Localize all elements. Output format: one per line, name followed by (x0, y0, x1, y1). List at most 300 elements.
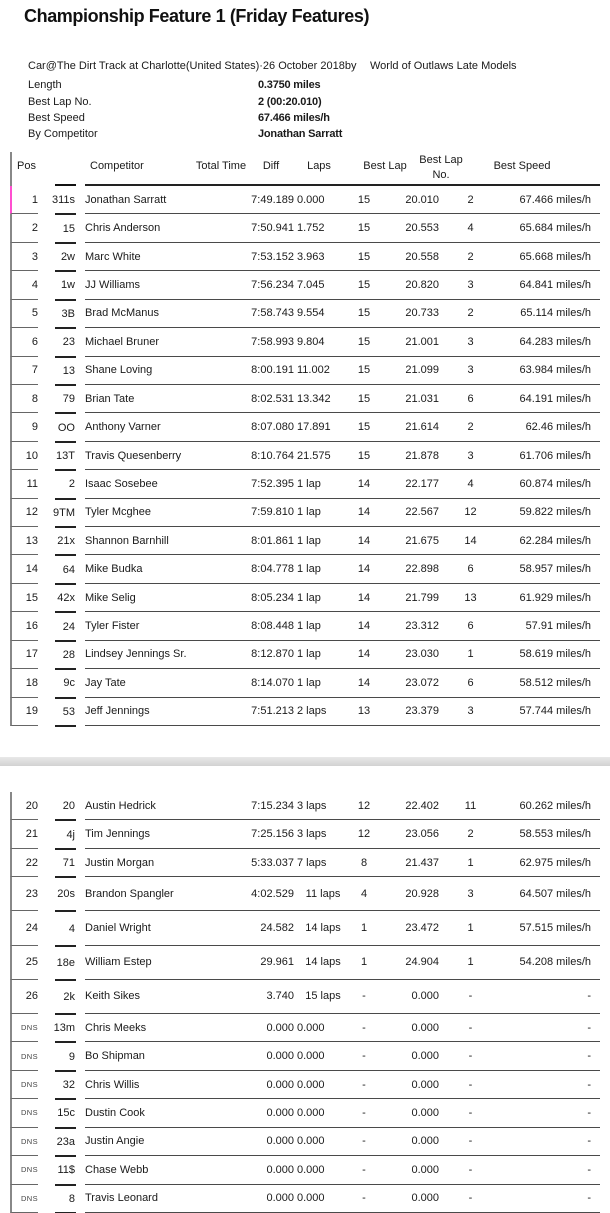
table-header (0, 150, 610, 186)
total-time: 8:01.861 (251, 534, 294, 547)
car-number: 2 (68, 478, 75, 491)
car-number-rule (55, 725, 76, 727)
car-number: 23a (56, 1135, 75, 1148)
competitor-name: Shane Loving (85, 364, 153, 377)
result-row (0, 470, 610, 498)
best-speed: 63.984 miles/h (519, 364, 591, 377)
laps: 15 (357, 222, 371, 235)
competitor-name: Travis Leonard (85, 1192, 158, 1205)
best-speed: 58.957 miles/h (519, 563, 591, 576)
table-left-rule (10, 152, 12, 186)
laps: - (362, 990, 366, 1003)
row-data (85, 527, 600, 555)
row-data (85, 555, 600, 583)
meta-value: Jonathan Sarratt (258, 128, 343, 141)
event-venue-date: Car@The Dirt Track at Charlotte(United States)·26 October 2018by (28, 60, 357, 72)
row-data (85, 641, 600, 669)
car-number: OO (57, 421, 75, 434)
best-speed: 65.684 miles/h (519, 222, 591, 235)
total-time: 8:12.870 (251, 648, 294, 661)
result-row (0, 584, 610, 612)
diff: 0.000 (297, 1021, 325, 1034)
competitor-name: Tim Jennings (85, 828, 151, 841)
result-row (0, 1099, 610, 1127)
competitor-name: Travis Quesenberry (85, 449, 182, 462)
best-speed: 61.929 miles/h (519, 591, 591, 604)
best-lap: 20.010 (405, 193, 439, 206)
best-speed: - (587, 990, 591, 1003)
best-lap-no: 12 (464, 506, 477, 519)
laps: 15 (357, 364, 371, 377)
laps: 14 (357, 534, 371, 547)
row-data (85, 911, 600, 945)
best-lap: 0.000 (411, 1050, 439, 1063)
best-lap: 24.904 (405, 956, 439, 969)
pos-cell: 10 (10, 442, 38, 470)
competitor-name: Bo Shipman (85, 1050, 145, 1063)
meta-row-best-speed (28, 110, 342, 126)
laps: 15 (357, 421, 371, 434)
laps: - (362, 1192, 366, 1205)
competitor-name: Austin Hedrick (85, 799, 156, 812)
pos-cell: 6 (10, 328, 38, 356)
best-lap: 23.379 (405, 705, 439, 718)
diff: 3 laps (297, 799, 327, 812)
competitor-name: William Estep (85, 956, 152, 969)
best-lap-no: 2 (467, 193, 474, 206)
competitor-name: Keith Sikes (85, 990, 141, 1003)
best-lap-no: 1 (467, 648, 474, 661)
competitor-name: Justin Morgan (85, 856, 155, 869)
result-row (0, 641, 610, 669)
diff: 14 laps (305, 956, 341, 969)
diff: 1 lap (297, 506, 321, 519)
car-number: 28 (62, 648, 75, 661)
diff: 0.000 (297, 1163, 325, 1176)
diff: 3.963 (297, 250, 325, 263)
best-speed: - (587, 1192, 591, 1205)
diff: 0.000 (297, 1106, 325, 1119)
col-header-diff: Diff (262, 160, 280, 172)
diff: 14 laps (305, 922, 341, 934)
car-number: 53 (62, 705, 75, 718)
competitor-name: Michael Bruner (85, 335, 159, 348)
competitor-name: Jay Tate (85, 676, 126, 689)
total-time: 8:10.764 (251, 449, 294, 462)
pos-cell: 7 (10, 357, 38, 385)
best-lap-no: 2 (467, 250, 474, 263)
car-number: 1w (60, 279, 75, 292)
laps: 15 (357, 449, 371, 462)
meta-label: Best Lap No. (28, 95, 92, 108)
best-speed: 57.91 miles/h (525, 620, 591, 633)
best-lap-no: 4 (467, 477, 474, 490)
car-number: 23 (62, 336, 75, 349)
best-lap: 21.675 (405, 534, 439, 547)
meta-value: 0.3750 miles (258, 79, 321, 92)
laps: 15 (357, 307, 371, 320)
best-speed: 62.284 miles/h (519, 534, 591, 547)
pos-cell: DNS (10, 1071, 38, 1099)
best-speed: 54.208 miles/h (519, 956, 591, 969)
best-lap: 21.878 (405, 449, 439, 462)
result-row (0, 980, 610, 1014)
meta-label: By Competitor (28, 128, 98, 141)
total-time: 8:04.778 (251, 563, 294, 576)
pos-cell: 13 (10, 527, 38, 555)
row-data (85, 1071, 600, 1099)
best-speed: 65.114 miles/h (520, 307, 591, 320)
total-time: 8:00.191 (251, 364, 294, 377)
best-lap-no: 3 (467, 449, 474, 462)
result-row (0, 792, 610, 820)
laps: - (362, 1106, 366, 1119)
best-lap: 22.567 (405, 506, 439, 519)
pos-cell: 12 (10, 499, 38, 527)
car-number: 9 (68, 1050, 75, 1063)
best-lap-no: 13 (464, 591, 477, 604)
car-number: 9c (63, 677, 75, 690)
diff: 0.000 (297, 1050, 325, 1063)
best-lap: 0.000 (411, 1021, 439, 1034)
total-time: 7:52.395 (251, 477, 294, 490)
best-lap-no: 3 (467, 887, 474, 900)
best-lap-no: 4 (467, 222, 474, 235)
best-speed: 58.619 miles/h (519, 648, 591, 661)
laps: - (362, 1078, 366, 1091)
event-meta (28, 77, 342, 143)
car-number: 64 (62, 563, 75, 576)
laps: 12 (357, 799, 371, 812)
best-lap: 20.820 (405, 278, 439, 291)
best-speed: - (587, 1021, 591, 1034)
best-speed: 64.191 miles/h (519, 392, 591, 405)
competitor-name: Shannon Barnhill (85, 534, 169, 547)
meta-value: 67.466 miles/h (258, 111, 330, 124)
total-time: 24.582 (260, 922, 294, 935)
row-data (85, 328, 600, 356)
row-data (85, 877, 600, 911)
best-speed: 67.466 miles/h (519, 193, 591, 206)
car-number: 20s (57, 888, 75, 901)
car-number: 18e (56, 956, 75, 969)
competitor-name: Jonathan Sarratt (85, 193, 167, 206)
laps: 14 (357, 506, 371, 519)
diff: 11.002 (297, 364, 330, 377)
best-speed: 64.283 miles/h (519, 335, 591, 348)
col-header-best-speed: Best Speed (493, 160, 551, 172)
best-lap-no: 14 (464, 534, 477, 547)
laps: 8 (360, 856, 368, 869)
best-speed: 64.507 miles/h (519, 887, 591, 900)
row-data (85, 470, 600, 498)
best-lap-no: 3 (467, 335, 474, 348)
row-data (85, 271, 600, 299)
best-lap: 22.402 (405, 799, 439, 812)
best-speed: 59.822 miles/h (519, 506, 591, 519)
best-lap: 21.099 (405, 364, 439, 377)
diff: 0.000 (297, 1078, 325, 1091)
competitor-name: Lindsey Jennings Sr. (85, 648, 187, 661)
best-lap: 21.031 (405, 392, 439, 405)
diff: 9.554 (297, 307, 325, 320)
result-row (0, 820, 610, 848)
laps: 14 (357, 591, 371, 604)
best-lap-no: - (468, 1163, 473, 1176)
best-lap-no: - (468, 1106, 473, 1119)
result-row (0, 214, 610, 242)
car-number: 15 (62, 222, 75, 235)
row-data (85, 499, 600, 527)
best-lap: 23.056 (405, 828, 439, 841)
car-number: 71 (62, 857, 75, 870)
best-lap-no: 3 (467, 364, 474, 377)
car-number: 24 (62, 620, 75, 633)
laps: 15 (357, 250, 371, 263)
result-row (0, 271, 610, 299)
laps: - (362, 1135, 366, 1148)
laps: 1 (360, 956, 368, 969)
diff: 1 lap (297, 620, 321, 633)
competitor-name: Marc White (85, 250, 141, 263)
competitor-name: Tyler Mcghee (85, 506, 152, 519)
col-header-best-lap: Best Lap (363, 160, 407, 172)
best-speed: 64.841 miles/h (519, 278, 591, 291)
row-data (85, 357, 600, 385)
best-speed: - (587, 1106, 591, 1119)
best-lap-no: 3 (467, 705, 474, 718)
competitor-name: Jeff Jennings (85, 705, 150, 718)
best-speed: - (587, 1163, 591, 1176)
diff: 1 lap (297, 676, 321, 689)
pos-cell: DNS (10, 1128, 38, 1156)
best-lap-no: 11 (464, 799, 477, 812)
row-data (85, 849, 600, 877)
laps: - (362, 1163, 366, 1176)
best-lap: 23.472 (405, 922, 439, 935)
car-number: 9TM (53, 506, 75, 519)
competitor-name: Isaac Sosebee (85, 477, 158, 490)
competitor-name: Mike Selig (85, 591, 136, 604)
row-data (85, 413, 600, 441)
diff: 1 lap (297, 477, 321, 490)
laps: 15 (357, 278, 371, 291)
pos-cell: DNS (10, 1099, 38, 1127)
row-data (85, 442, 600, 470)
result-row (0, 243, 610, 271)
pos-cell: 11 (10, 470, 38, 498)
competitor-name: Chris Willis (85, 1078, 140, 1091)
best-speed: 62.46 miles/h (525, 421, 591, 434)
diff: 1 lap (297, 648, 321, 661)
row-data (85, 820, 600, 848)
car-number: 32 (62, 1079, 75, 1092)
pos-cell: 21 (10, 820, 38, 848)
best-speed: 58.553 miles/h (519, 828, 591, 841)
meta-row-length (28, 77, 342, 93)
best-lap-no: 6 (467, 392, 474, 405)
pos-cell: 5 (10, 300, 38, 328)
results-section-1 (0, 186, 610, 726)
car-number: 311s (51, 194, 75, 207)
best-speed: 61.706 miles/h (519, 449, 591, 462)
row-data (85, 1014, 600, 1042)
diff: 21.575 (297, 449, 331, 462)
page-break-band (0, 757, 610, 766)
result-row (0, 612, 610, 640)
car-number: 4j (66, 828, 75, 841)
best-lap: 21.614 (405, 421, 439, 434)
best-lap: 20.553 (405, 222, 439, 235)
pos-cell: 26 (10, 980, 38, 1014)
result-row (0, 946, 610, 980)
competitor-name: Brad McManus (85, 307, 159, 320)
row-data (85, 300, 600, 328)
competitor-name: JJ Williams (85, 278, 140, 291)
car-number: 21x (57, 535, 75, 548)
row-data (85, 669, 600, 697)
pos-cell: 8 (10, 385, 38, 413)
diff: 1 lap (297, 591, 321, 604)
total-time: 7:58.993 (251, 335, 294, 348)
diff: 17.891 (297, 421, 331, 434)
best-lap-no: 2 (467, 828, 474, 841)
best-lap-no: 3 (467, 278, 474, 291)
competitor-name: Chris Meeks (85, 1021, 147, 1034)
total-time: 7:50.941 (251, 222, 294, 235)
result-row (0, 385, 610, 413)
diff: 7.045 (297, 278, 325, 291)
diff: 9.804 (297, 335, 325, 348)
results-section-2 (0, 792, 610, 1213)
best-lap: 20.928 (405, 887, 439, 900)
car-number: 11$ (57, 1164, 75, 1177)
best-lap-no: 1 (467, 956, 474, 969)
col-header-total-time: Total Time (195, 160, 247, 172)
pos-cell: 9 (10, 413, 38, 441)
result-row (0, 669, 610, 697)
best-speed: 57.515 miles/h (519, 922, 591, 935)
pos-cell: 23 (10, 877, 38, 911)
diff: 1 lap (297, 534, 321, 547)
car-number: 2w (60, 251, 75, 264)
best-lap: 21.001 (405, 335, 439, 348)
result-row (0, 698, 610, 726)
pos-cell: 4 (10, 271, 38, 299)
result-row (0, 877, 610, 911)
best-lap: 20.558 (405, 250, 439, 263)
total-time: 0.000 (266, 1135, 294, 1148)
best-lap-no: 6 (467, 676, 474, 689)
laps: 1 (360, 922, 368, 935)
competitor-name: Brandon Spangler (85, 887, 174, 900)
col-header-competitor: Competitor (90, 160, 144, 172)
result-row (0, 499, 610, 527)
row-data (85, 612, 600, 640)
car-number: 13m (53, 1022, 75, 1035)
total-time: 4:02.529 (251, 887, 294, 900)
best-lap: 22.898 (405, 563, 439, 576)
result-row (0, 1185, 610, 1213)
result-row (0, 1014, 610, 1042)
pos-cell: 22 (10, 849, 38, 877)
total-time: 7:51.213 (251, 705, 294, 718)
pos-cell: 24 (10, 911, 38, 945)
best-lap: 0.000 (411, 1192, 439, 1205)
laps: 15 (357, 335, 371, 348)
result-row (0, 1071, 610, 1099)
result-row (0, 413, 610, 441)
total-time: 0.000 (266, 1106, 294, 1119)
best-lap: 20.733 (405, 307, 439, 320)
meta-value: 2 (00:20.010) (258, 95, 322, 108)
total-time: 0.000 (266, 1050, 294, 1063)
result-row (0, 1128, 610, 1156)
col-header-laps: Laps (307, 160, 331, 172)
pos-cell: 20 (10, 792, 38, 820)
total-time: 29.961 (260, 956, 294, 969)
result-row (0, 300, 610, 328)
car-number: 8 (68, 1192, 75, 1205)
total-time: 7:58.743 (251, 307, 294, 320)
meta-row-by-competitor (28, 126, 342, 142)
diff: 2 laps (297, 705, 327, 718)
result-row (0, 555, 610, 583)
best-speed: 57.744 miles/h (519, 705, 591, 718)
result-row (0, 911, 610, 945)
diff: 13.342 (297, 392, 331, 405)
laps: 14 (357, 620, 371, 633)
result-row (0, 357, 610, 385)
row-data (85, 584, 600, 612)
total-time: 0.000 (266, 1021, 294, 1034)
best-lap: 23.072 (405, 676, 439, 689)
pos-cell: 2 (10, 214, 38, 242)
diff: 11 laps (305, 887, 341, 900)
car-number: 42x (57, 592, 75, 605)
total-time: 8:05.234 (251, 591, 294, 604)
diff: 1 lap (297, 563, 321, 576)
row-data (85, 1099, 600, 1127)
diff: 15 laps (305, 990, 341, 1003)
pos-cell: DNS (10, 1042, 38, 1070)
meta-label: Length (28, 79, 62, 92)
total-time: 0.000 (266, 1078, 294, 1091)
row-data (85, 385, 600, 413)
laps: 14 (357, 477, 371, 490)
laps: 12 (357, 828, 371, 841)
laps: 14 (357, 563, 371, 576)
car-number: 13 (62, 364, 75, 377)
diff: 0.000 (297, 193, 325, 206)
result-row (0, 527, 610, 555)
best-lap-no: 1 (467, 922, 474, 935)
car-number: 20 (62, 800, 75, 813)
total-time: 0.000 (266, 1192, 294, 1205)
best-speed: - (587, 1078, 591, 1091)
row-data (85, 698, 600, 726)
pos-cell: 14 (10, 555, 38, 583)
laps: 13 (357, 705, 371, 718)
car-number: 13T (56, 450, 75, 462)
best-lap-no: - (468, 1135, 473, 1148)
diff: 7 laps (297, 856, 327, 869)
row-data (85, 243, 600, 271)
pos-cell: 15 (10, 584, 38, 612)
row-data (85, 214, 600, 242)
laps: - (362, 1021, 366, 1034)
laps: 14 (357, 676, 371, 689)
